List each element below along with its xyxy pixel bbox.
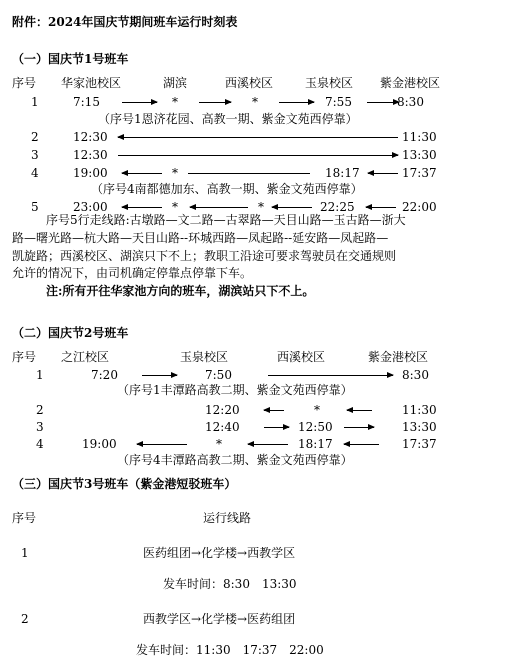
arrow-left-icon <box>122 173 162 174</box>
section3-heading: （三）国庆节3号班车（紫金港短驳班车） <box>12 477 237 491</box>
s1-row2-time-huajiachi: 12:30 <box>73 130 108 144</box>
arrow-right-icon <box>264 427 289 428</box>
s1-row3-time-huajiachi: 12:30 <box>73 148 108 162</box>
s1-row4-time-zijingang: 17:37 <box>402 166 437 180</box>
s1-route-text-line: 序号5行走线路:古墩路—文二路—古翠路—天目山路—玉古路—浙大 <box>46 213 406 227</box>
s3-row2-times: 发车时间：11:30 17:37 22:00 <box>136 643 324 657</box>
s1-row4-no: 4 <box>31 166 39 180</box>
s1-row5-stop-hubin: * <box>172 200 178 214</box>
s1-row2-time-zijingang: 11:30 <box>402 130 437 144</box>
arrow-right-icon <box>279 102 314 103</box>
section1-heading: （一）国庆节1号班车 <box>12 52 129 66</box>
s1-row4-time-yuquan: 18:17 <box>325 166 360 180</box>
s2-row3-time-xixi: 12:50 <box>298 420 333 434</box>
s1-row1-no: 1 <box>31 95 39 109</box>
s1-row1-stop-hubin: * <box>172 95 178 109</box>
s2-row1-no: 1 <box>36 368 44 382</box>
s1-route-text-line: 凯旋路；西溪校区、湖滨只下不上；教职工沿途可要求驾驶员在交通规则 <box>12 249 397 263</box>
s3-row2-no: 2 <box>21 612 29 626</box>
s1-row2-no: 2 <box>31 130 39 144</box>
s1-route-text-line: 允许的情况下，由司机确定停靠点停靠下车。 <box>12 266 253 280</box>
s1-header-no: 序号 <box>12 76 37 90</box>
arrow-left-icon <box>118 137 398 138</box>
arrow-right-icon <box>122 102 157 103</box>
s1-row4-note: （序号4南都德加东、高教一期、紫金文苑西停靠） <box>91 182 363 196</box>
s1-row3-no: 3 <box>31 148 39 162</box>
s1-route-text-line: 路—曙光路—杭大路—天目山路--环城西路—凤起路--延安路—凤起路— <box>12 231 389 245</box>
s1-header-hubin: 湖滨 <box>163 76 188 90</box>
arrow-left-icon <box>366 207 396 208</box>
arrow-right-icon <box>118 155 398 156</box>
s2-row4-no: 4 <box>36 437 44 451</box>
s3-row1-no: 1 <box>21 546 29 560</box>
s2-row2-stop-xixi: * <box>314 403 320 417</box>
s1-row1-time-yuquan: 7:55 <box>325 95 352 109</box>
s2-row1-time-zhijiang: 7:20 <box>91 368 118 382</box>
s1-row5-time-zijingang: 22:00 <box>402 200 437 214</box>
document-title: 附件：2024年国庆节期间班车运行时刻表 <box>12 15 238 29</box>
s2-row1-time-yuquan: 7:50 <box>205 368 232 382</box>
arrow-right-icon <box>142 375 177 376</box>
s1-header-huajiachi: 华家池校区 <box>61 76 122 90</box>
s3-row2-route: 西教学区→化学楼→医药组团 <box>143 612 296 626</box>
s2-header-yuquan: 玉泉校区 <box>180 350 229 364</box>
arrow-left-icon <box>190 207 248 208</box>
arrow-left-icon <box>368 173 398 174</box>
s2-row2-time-yuquan: 12:20 <box>205 403 240 417</box>
s1-row5-stop-xixi: * <box>258 200 264 214</box>
s2-row2-time-zijingang: 11:30 <box>402 403 437 417</box>
s1-header-zijingang: 紫金港校区 <box>380 76 441 90</box>
s2-row3-time-zijingang: 13:30 <box>402 420 437 434</box>
arrow-right-icon <box>344 427 374 428</box>
s2-row1-time-zijingang: 8:30 <box>402 368 429 382</box>
arrow-left-icon <box>344 444 379 445</box>
s1-row1-time-huajiachi: 7:15 <box>73 95 100 109</box>
s1-row5-time-huajiachi: 23:00 <box>73 200 108 214</box>
arrow-right-icon <box>268 375 393 376</box>
s3-row1-route: 医药组团→化学楼→西教学区 <box>143 546 296 560</box>
arrow-left-icon <box>272 207 312 208</box>
s2-row4-stop-yuquan: * <box>216 437 222 451</box>
arrow-left-icon <box>137 444 187 445</box>
s1-row4-stop-hubin: * <box>172 166 178 180</box>
s1-row1-time-zijingang: 8:30 <box>397 95 424 109</box>
section2-heading: （二）国庆节2号班车 <box>12 326 129 340</box>
s1-row5-no: 5 <box>31 200 39 214</box>
s2-row4-time-xixi: 18:17 <box>298 437 333 451</box>
s2-row4-time-zijingang: 17:37 <box>402 437 437 451</box>
s2-row3-time-yuquan: 12:40 <box>205 420 240 434</box>
arrow-left-icon <box>122 207 162 208</box>
s2-header-zhijiang: 之江校区 <box>61 350 110 364</box>
route-line <box>188 173 310 174</box>
s1-row1-stop-xixi: * <box>252 95 258 109</box>
s2-header-no: 序号 <box>12 350 37 364</box>
s1-row4-time-huajiachi: 19:00 <box>73 166 108 180</box>
s1-row5-time-yuquan: 22:25 <box>320 200 355 214</box>
arrow-left-icon <box>347 410 372 411</box>
arrow-right-icon <box>199 102 231 103</box>
s2-row2-no: 2 <box>36 403 44 417</box>
s1-row1-note: （序号1恩济花园、高教一期、紫金文苑西停靠） <box>98 112 358 126</box>
s1-note: 注:所有开往华家池方向的班车，湖滨站只下不上。 <box>46 284 315 298</box>
arrow-left-icon <box>248 444 288 445</box>
s1-row3-time-zijingang: 13:30 <box>402 148 437 162</box>
s1-header-yuquan: 玉泉校区 <box>305 76 354 90</box>
s2-row1-note: （序号1丰潭路高教二期、紫金文苑西停靠） <box>117 383 353 397</box>
arrow-right-icon <box>367 102 399 103</box>
s3-header-no: 序号 <box>12 511 37 525</box>
s1-header-xixi: 西溪校区 <box>225 76 274 90</box>
s2-row4-note: （序号4丰潭路高教二期、紫金文苑西停靠） <box>117 453 353 467</box>
s3-header-route: 运行线路 <box>203 511 252 525</box>
s2-row4-time-zhijiang: 19:00 <box>82 437 117 451</box>
arrow-left-icon <box>264 410 284 411</box>
s2-header-zijingang: 紫金港校区 <box>368 350 429 364</box>
s2-header-xixi: 西溪校区 <box>277 350 326 364</box>
s3-row1-times: 发车时间：8:30 13:30 <box>163 577 297 591</box>
s2-row3-no: 3 <box>36 420 44 434</box>
